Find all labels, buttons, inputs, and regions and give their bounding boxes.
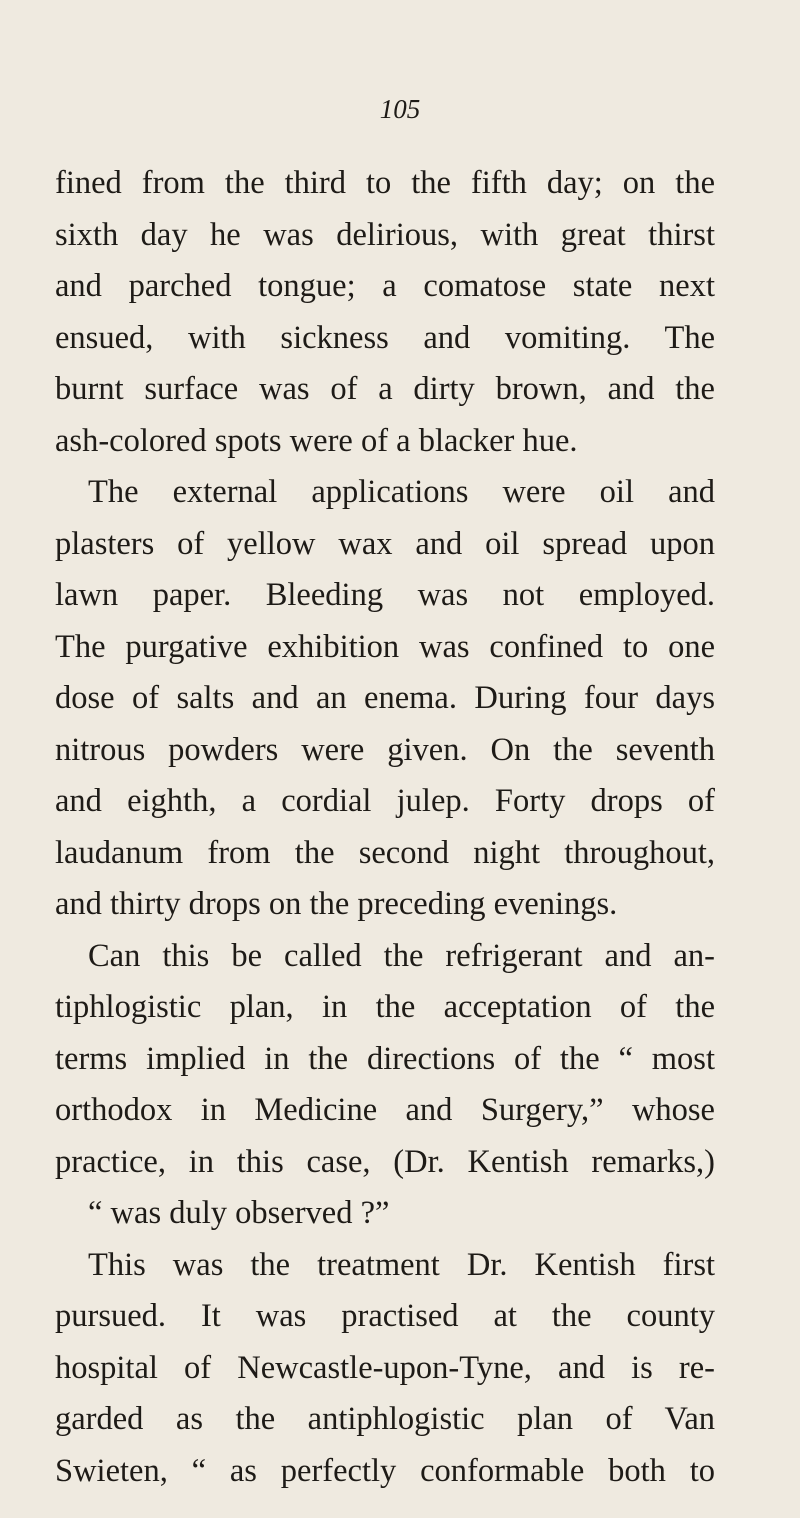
text-line: tiphlogistic plan, in the acceptation of the bbox=[55, 989, 715, 1025]
text-line: terms implied in the directions of the “ most bbox=[55, 1040, 715, 1077]
text-line: The purgative exhibition was confined to one bbox=[55, 628, 715, 665]
text-line: Can this be called the refrigerant and an- bbox=[88, 937, 715, 974]
text-line: nitrous powders were given. On the seventh bbox=[55, 731, 715, 768]
text-line: and thirty drops on the preceding evenings. bbox=[55, 886, 618, 922]
text-line: garded as the antiphlogistic plan of Van bbox=[55, 1401, 715, 1437]
text-line: The external applications were oil and bbox=[88, 474, 715, 510]
text-line: “ was duly observed ?” bbox=[88, 1195, 390, 1231]
text-line: Swieten, “ as perfectly conformable both to bbox=[55, 1452, 715, 1489]
text-line: sixth day he was delirious, with great thirst bbox=[55, 216, 715, 253]
text-line: fined from the third to the fifth day; on the bbox=[55, 165, 715, 201]
page-number: 105 bbox=[379, 94, 421, 124]
text-line: burnt surface was of a dirty brown, and the bbox=[55, 371, 715, 407]
text-line: practice, in this case, (Dr. Kentish remarks,) bbox=[55, 1143, 715, 1180]
text-line: orthodox in Medicine and Surgery,” whose bbox=[55, 1092, 715, 1128]
text-line: hospital of Newcastle-upon-Tyne, and is re- bbox=[55, 1349, 715, 1386]
text-line: ensued, with sickness and vomiting. The bbox=[55, 319, 715, 356]
text-line: lawn paper. Bleeding was not employed. bbox=[55, 577, 715, 613]
text-line: pursued. It was practised at the county bbox=[55, 1298, 715, 1334]
text-line: dose of salts and an enema. During four days bbox=[55, 680, 715, 716]
text-line: and parched tongue; a comatose state next bbox=[55, 268, 715, 304]
body-text bbox=[55, 158, 715, 1497]
text-line: This was the treatment Dr. Kentish first bbox=[88, 1246, 715, 1283]
text-line: ash-colored spots were of a blacker hue. bbox=[55, 422, 578, 459]
text-line: plasters of yellow wax and oil spread upon bbox=[55, 525, 715, 562]
text-line: laudanum from the second night throughout, bbox=[55, 834, 715, 871]
text-line: and eighth, a cordial julep. Forty drops of bbox=[55, 783, 715, 819]
